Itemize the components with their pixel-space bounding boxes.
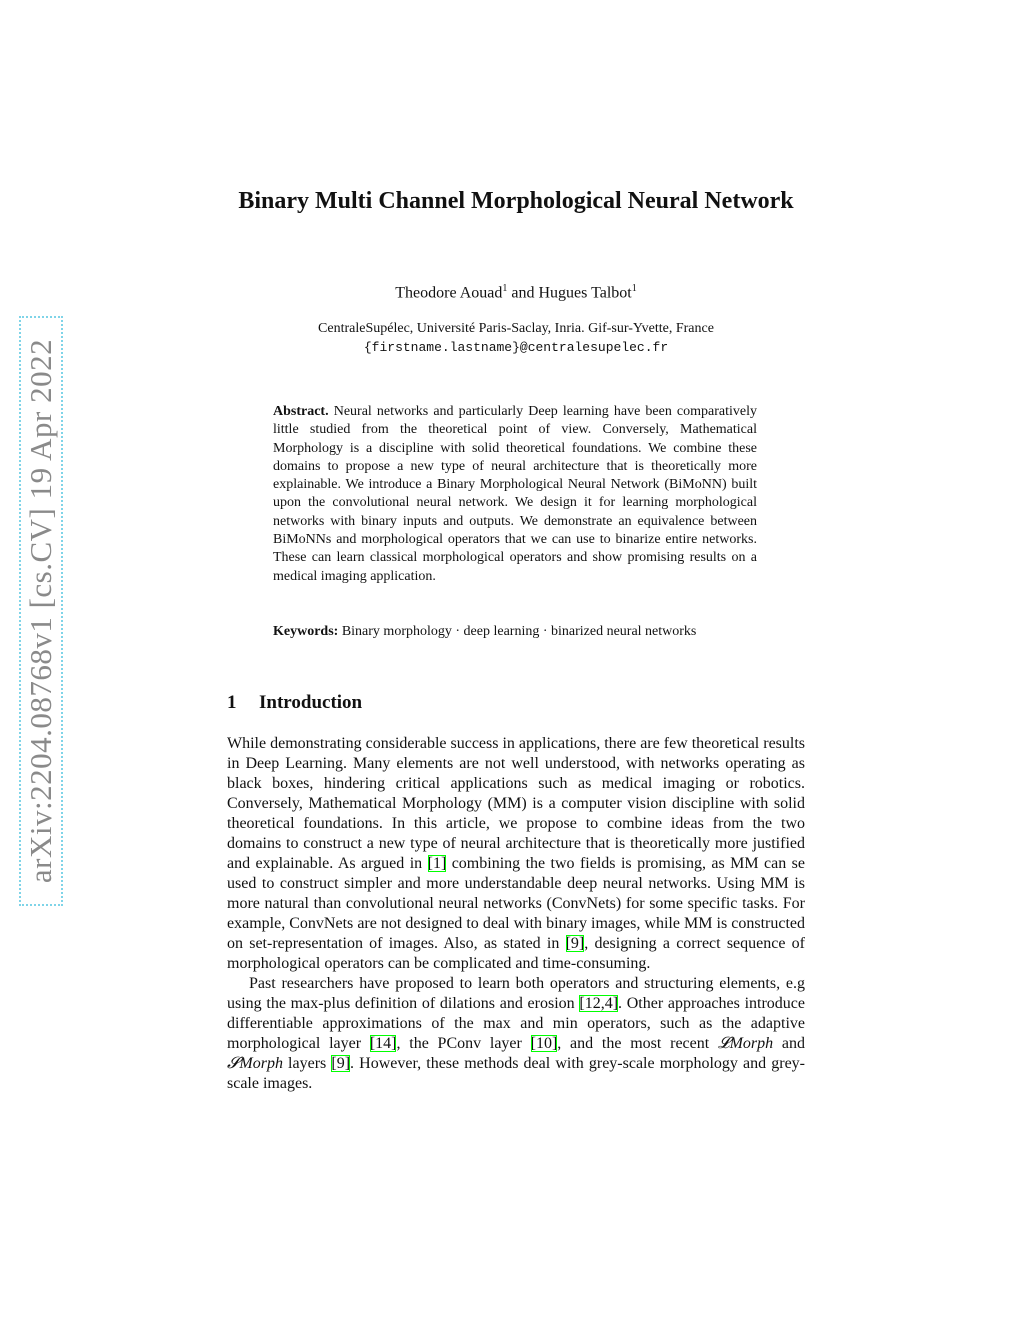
author-conjunction: and <box>507 284 539 302</box>
paragraph <box>227 974 805 1094</box>
section-number: 1 <box>227 692 237 713</box>
section-title: Introduction <box>259 692 363 713</box>
keywords-text: Binary morphology · deep learning · binarized neural networks <box>341 624 697 639</box>
paragraph-text: layers <box>282 1055 332 1072</box>
math-symbol: 𝓛Morph <box>717 1035 774 1052</box>
paragraph-text: , and the most recent <box>557 1035 718 1052</box>
paragraph-text: combining the two fields is promising, as MM can se used to construct simpler and more understandable deep neural networks. Using MM is more natural than convolutional neural networks (ConvNets) for some specific tasks. For example, ConvNets are not designed to deal with binary images, while MM is constructed on set-representation of images. Also, as stated in <box>227 855 806 952</box>
introduction-body <box>227 734 805 1094</box>
arxiv-stamp <box>19 316 63 906</box>
citation-link[interactable]: [1] <box>427 855 447 872</box>
keywords-label: Keywords: <box>273 624 339 639</box>
section-heading <box>227 692 362 714</box>
citation-link[interactable]: [9] <box>331 1055 351 1072</box>
affiliation-block <box>228 319 804 357</box>
paper-title: Binary Multi Channel Morphological Neural Network <box>238 188 794 214</box>
paragraph-text: , the PConv layer <box>396 1035 531 1052</box>
affiliation-marker: 1 <box>502 283 508 294</box>
abstract <box>273 403 757 586</box>
keywords <box>273 623 757 641</box>
abstract-label: Abstract. <box>273 404 329 419</box>
citation-link[interactable]: [10] <box>530 1035 558 1052</box>
author-list <box>228 283 804 302</box>
citation-link[interactable]: [14] <box>369 1035 397 1052</box>
paragraph-text: . However, these methods deal with grey-scale morphology and grey-scale images. <box>227 1055 806 1092</box>
citation-link[interactable]: [9] <box>565 935 585 952</box>
affiliation-marker: 1 <box>631 283 637 294</box>
abstract-text: Neural networks and particularly Deep learning have been comparatively little studied from the theoretical point of view. Conversely, Mathematical Morphology is a discipline with solid theoretical foundations. We combine these domains to propose a new type of neural architecture that is theoretically more explainable. We introduce a Binary Morphological Neural Network (BiMoNN) built upon the convolutional neural network. We design it for learning morphological networks with binary inputs and outputs. We demonstrate an equivalence between BiMoNNs and morphological operators that we can use to binarize entire networks. These can learn classical morphological operators and show promising results on a medical imaging application. <box>273 404 758 584</box>
math-symbol: 𝓢Morph <box>227 1055 283 1072</box>
citation-link[interactable]: [12,4] <box>579 995 619 1012</box>
paragraph-text: While demonstrating considerable success in applications, there are few theoretical results in Deep Learning. Many elements are not well understood, with networks operating as black boxes, hindering critical applications such as medical imaging or robotics. Conversely, Mathematical Morphology (MM) is a computer vision discipline with solid theoretical foundations. In this article, we propose to combine ideas from the two domains to construct a new type of neural architecture that is theoretically more justified and explainable. As argued in <box>227 735 806 872</box>
author-name: Hugues Talbot <box>538 284 632 302</box>
paragraph-text: . Other approaches introduce differentiable approximations of the max and min operators, such as the adaptive morphological layer <box>227 995 805 1052</box>
affiliation: CentraleSupélec, Université Paris-Saclay, Inria. Gif-sur-Yvette, France <box>318 321 714 336</box>
paragraph-text: Past researchers have proposed to learn both operators and structuring elements, e.g using the max-plus definition of dilations and erosion <box>227 975 805 1012</box>
author-name: Theodore Aouad <box>395 284 503 302</box>
paragraph-text: , designing a correct sequence of morphological operators can be complicated and time-consuming. <box>227 935 805 972</box>
paragraph-text: and <box>773 1035 806 1052</box>
arxiv-identifier[interactable]: arXiv:2204.08768v1 [cs.CV] 19 Apr 2022 <box>23 338 58 884</box>
paragraph <box>227 734 805 974</box>
email[interactable]: {firstname.lastname}@centralesupelec.fr <box>363 340 669 355</box>
